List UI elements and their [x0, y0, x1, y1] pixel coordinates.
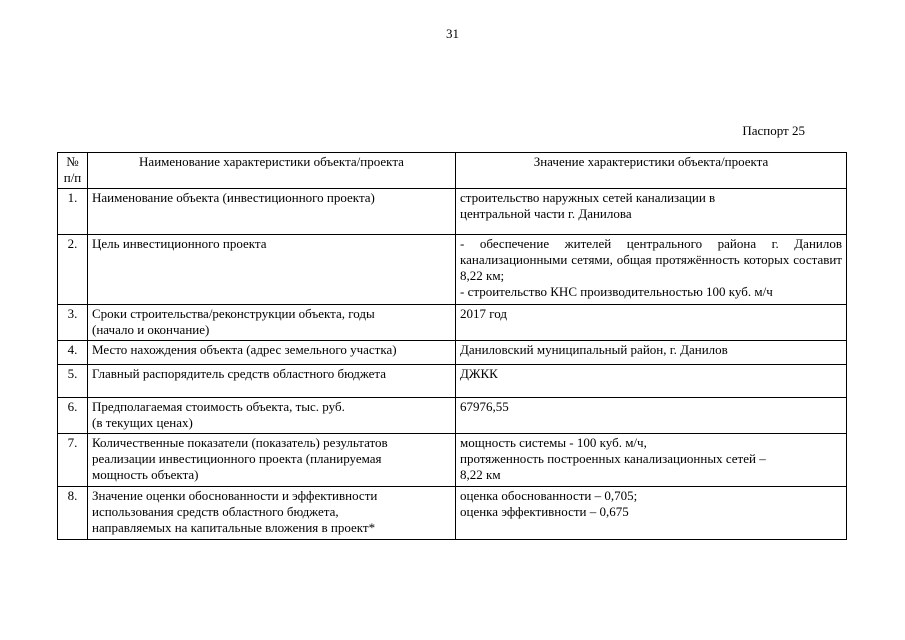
row-value-line: оценка обоснованности – 0,705;: [460, 488, 638, 503]
header-value: Значение характеристики объекта/проекта: [456, 153, 847, 189]
row-value-line: оценка эффективности – 0,675: [460, 504, 629, 519]
row-name-line: Количественные показатели (показатель) результатов: [92, 435, 388, 450]
row-name: [88, 434, 456, 487]
row-name-line: Цель инвестиционного проекта: [92, 236, 267, 251]
row-name-line: Предполагаемая стоимость объекта, тыс. руб.: [92, 399, 345, 414]
row-name: [88, 235, 456, 305]
page-number: 31: [446, 26, 459, 41]
table-row: [58, 365, 847, 398]
row-name-line: Значение оценки обоснованности и эффективности: [92, 488, 378, 503]
row-value-line: - строительство КНС производительностью 100 куб. м/ч: [460, 284, 773, 299]
row-value-line: строительство наружных сетей канализации в: [460, 190, 716, 205]
header-num: № п/п: [58, 153, 88, 189]
row-number: 1.: [58, 189, 88, 235]
row-value-line: 2017 год: [460, 306, 507, 321]
row-name: [88, 365, 456, 398]
row-number: 7.: [58, 434, 88, 487]
row-number: 8.: [58, 487, 88, 540]
row-name: [88, 341, 456, 365]
row-value: [456, 235, 847, 305]
row-value: [456, 365, 847, 398]
row-value: [456, 189, 847, 235]
table-row: [58, 341, 847, 365]
row-value-line: 8,22 км: [460, 467, 501, 482]
table-row: [58, 305, 847, 341]
row-name-line: направляемых на капитальные вложения в проект*: [92, 520, 376, 535]
row-number: 2.: [58, 235, 88, 305]
row-number: 3.: [58, 305, 88, 341]
row-name-line: Наименование объекта (инвестиционного проекта): [92, 190, 375, 205]
row-number: 5.: [58, 365, 88, 398]
table-row: [58, 398, 847, 434]
row-value: [456, 398, 847, 434]
row-value-line: 67976,55: [460, 399, 509, 414]
row-name-line: Главный распорядитель средств областного бюджета: [92, 366, 387, 381]
row-number: 4.: [58, 341, 88, 365]
row-value-line: - обеспечение жителей центрального района г. Данилов канализационными сетями, общая протяжённость которых составит 8,22 км;: [460, 236, 842, 283]
row-name: [88, 305, 456, 341]
passport-table: [57, 152, 847, 540]
row-name: [88, 487, 456, 540]
row-name-line: Место нахождения объекта (адрес земельного участка): [92, 342, 397, 357]
header-name: Наименование характеристики объекта/проекта: [88, 153, 456, 189]
table-row: [58, 487, 847, 540]
table-row: [58, 235, 847, 305]
passport-label: Паспорт 25: [742, 123, 805, 138]
row-value: [456, 434, 847, 487]
table-header-row: [58, 153, 847, 189]
row-value-line: протяженность построенных канализационных сетей –: [460, 451, 766, 466]
row-value-line: центральной части г. Данилова: [460, 206, 632, 221]
table-row: [58, 434, 847, 487]
row-value: [456, 487, 847, 540]
row-value: [456, 305, 847, 341]
row-value-line: Даниловский муниципальный район, г. Данилов: [460, 342, 728, 357]
row-name-line: мощность объекта): [92, 467, 199, 482]
row-name-line: (начало и окончание): [92, 322, 210, 337]
row-name-line: (в текущих ценах): [92, 415, 193, 430]
table-row: [58, 189, 847, 235]
row-value-line: мощность системы - 100 куб. м/ч,: [460, 435, 647, 450]
row-name: [88, 398, 456, 434]
row-name-line: использования средств областного бюджета,: [92, 504, 339, 519]
row-name-line: Сроки строительства/реконструкции объекта, годы: [92, 306, 375, 321]
row-name-line: реализации инвестиционного проекта (планируемая: [92, 451, 382, 466]
row-name: [88, 189, 456, 235]
row-number: 6.: [58, 398, 88, 434]
row-value-line: ДЖКК: [460, 366, 498, 381]
row-value: [456, 341, 847, 365]
